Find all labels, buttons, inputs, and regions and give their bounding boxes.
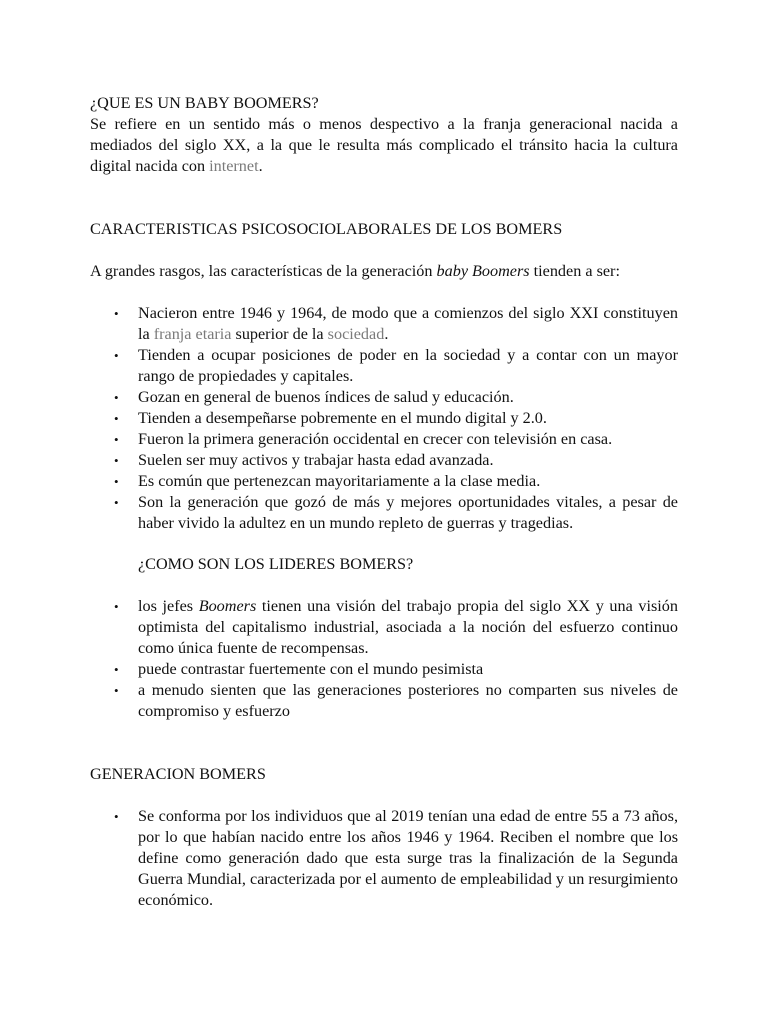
definition-period: . xyxy=(258,157,263,175)
section-heading-lideres: ¿COMO SON LOS LIDERES BOMERS? xyxy=(138,555,414,573)
item-text: Nacieron entre 1946 y 1964, de modo que a comienzos del siglo XXI constituyen la xyxy=(138,304,678,343)
list-item: • puede contrastar fuertemente con el mundo pesimista xyxy=(90,659,678,680)
sociedad-link[interactable]: sociedad xyxy=(327,325,385,343)
franja-etaria-link[interactable]: franja etaria xyxy=(153,325,232,343)
intro-italic: baby Boomers xyxy=(436,262,530,280)
intro-text: A grandes rasgos, las características de la generación xyxy=(90,262,437,280)
list-item xyxy=(90,303,678,345)
item-text: superior de la xyxy=(231,325,328,343)
internet-link[interactable]: internet xyxy=(209,157,259,175)
list-item: • Se conforma por los individuos que al 2019 tenían una edad de entre 55 a 73 años, por lo que habían nacido entre los años 1946 y 1964. Reciben el nombre que los define como generación dado que esta surge tras la finalización de la Segunda Guerra Mundial, caracterizada por el aumento de empleabilidad y un resurgimiento económico. xyxy=(90,806,678,911)
item-text: tienen una visión del trabajo propia del siglo XX y una visión optimista del capitalismo industrial, asociada a la noción del esfuerzo continuo como única fuente de recompensas. xyxy=(138,597,678,657)
generacion-list xyxy=(90,806,678,911)
list-item: • Gozan en general de buenos índices de salud y educación. xyxy=(90,387,678,408)
caracteristicas-intro xyxy=(90,261,678,282)
list-item: • Suelen ser muy activos y trabajar hasta edad avanzada. xyxy=(90,450,678,471)
list-item: • Fueron la primera generación occidental en crecer con televisión en casa. xyxy=(90,429,678,450)
definition-text: Se refiere en un sentido más o menos despectivo a la franja generacional nacida a mediados del siglo XX, a la que le resulta más complicado el tránsito hacia la cultura digital nacida con xyxy=(90,115,678,175)
section-heading-baby-boomers: ¿QUE ES UN BABY BOOMERS? xyxy=(90,94,319,112)
list-item xyxy=(90,596,678,659)
list-item: • Es común que pertenezcan mayoritariamente a la clase media. xyxy=(90,471,678,492)
list-item: • Son la generación que gozó de más y mejores oportunidades vitales, a pesar de haber vivido la adultez en un mundo repleto de guerras y tragedias. xyxy=(90,492,678,534)
list-item: • Tienden a ocupar posiciones de poder en la sociedad y a contar con un mayor rango de propiedades y capitales. xyxy=(90,345,678,387)
list-item: • a menudo sienten que las generaciones posteriores no comparten sus niveles de compromiso y esfuerzo xyxy=(90,680,678,722)
item-text: los jefes xyxy=(138,597,199,615)
intro-end: tienden a ser: xyxy=(529,262,620,280)
document-page xyxy=(90,93,678,911)
item-italic: Boomers xyxy=(198,597,257,615)
section-heading-caracteristicas: CARACTERISTICAS PSICOSOCIOLABORALES DE LOS BOMERS xyxy=(90,220,563,238)
definition-paragraph xyxy=(90,114,678,177)
caracteristicas-list xyxy=(90,303,678,534)
list-item: • Tienden a desempeñarse pobremente en el mundo digital y 2.0. xyxy=(90,408,678,429)
lideres-list xyxy=(90,596,678,722)
item-text: . xyxy=(384,325,389,343)
section-heading-generacion: GENERACION BOMERS xyxy=(90,765,266,783)
